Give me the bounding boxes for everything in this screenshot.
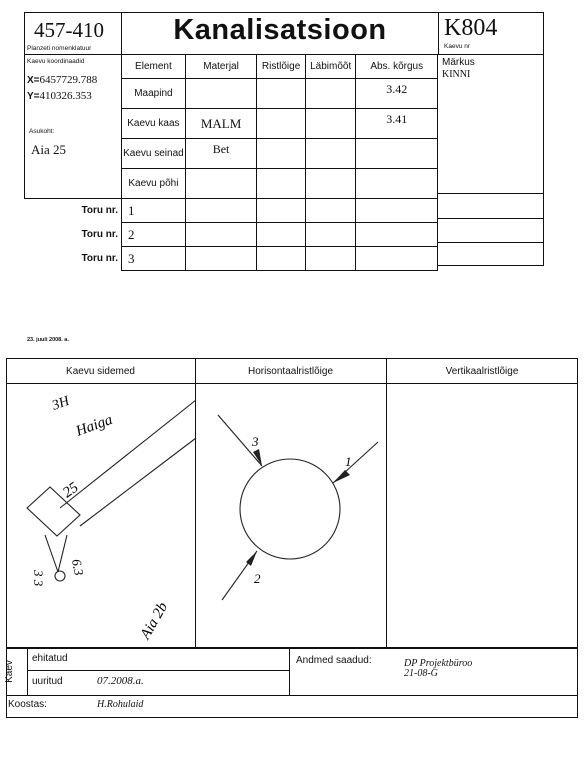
footer-side-label: Kaev — [3, 660, 15, 683]
row-element: Maapind — [122, 79, 186, 109]
row-abs-height: 3.42 — [356, 79, 438, 109]
junction-circle — [55, 571, 65, 581]
branch-right — [58, 535, 67, 572]
row-element: Kaevu seinad — [122, 139, 186, 169]
col-header-crosssection: Ristlõige — [257, 55, 306, 79]
hand-note-distance: 25 — [60, 479, 82, 502]
pipe-num: 1 — [122, 199, 186, 223]
footer-final-divider — [6, 717, 578, 718]
hand-note-top: 3H — [50, 393, 72, 414]
remark-value: KINNI — [442, 69, 471, 80]
pipe-3-label: 3 — [252, 434, 259, 449]
panel-title-vertical: Vertikaalristlõige — [445, 366, 519, 377]
coords-caption: Kaevu koordinaadid — [27, 58, 85, 65]
row-material: Bet — [185, 139, 257, 169]
branch-left — [45, 535, 58, 572]
footer-frame — [3, 648, 578, 718]
footer-built-label: ehitatud — [32, 653, 68, 664]
coord-y-label: Y= — [27, 91, 40, 102]
pipe-label: Toru nr. — [81, 229, 118, 240]
hand-note-left-stack: 3 3 — [31, 570, 46, 587]
street-line-lower — [80, 438, 196, 526]
sheet-caption: Planzeti nomenklatuur — [27, 45, 92, 52]
footer-bottom-divider — [6, 695, 578, 696]
remark-header: Märkus — [442, 57, 475, 68]
well-caption: Kaevu nr — [444, 43, 471, 50]
pipe-1-label: 1 — [345, 454, 352, 469]
pipe-label: Toru nr. — [81, 205, 118, 216]
date-stamp: 23. juuli 2008. a. — [27, 337, 69, 343]
footer-side-divider — [27, 648, 28, 695]
footer-compiled-value: H.Rohulaid — [97, 699, 144, 710]
pipe-label: Toru nr. — [81, 253, 118, 264]
well-circle — [240, 459, 340, 559]
col-header-diameter: Läbimõõt — [305, 55, 356, 79]
well-id: K804 — [444, 15, 498, 41]
footer-row-divider — [27, 670, 289, 671]
hand-note-street: Haiga — [73, 411, 115, 440]
row-abs-height: 3.41 — [356, 109, 438, 139]
footer-source-value-1: DP Projektbüroo — [404, 658, 473, 669]
footer-surveyed-value: 07.2008.a. — [97, 675, 144, 687]
coord-x-label: X= — [27, 75, 40, 86]
pipe-num: 3 — [122, 247, 186, 271]
coord-y-value: 410326.353 — [39, 90, 92, 102]
row-material: MALM — [185, 109, 257, 139]
col-header-element: Element — [122, 55, 186, 79]
pipe-num: 2 — [122, 223, 186, 247]
col-header-material: Materjal — [185, 55, 257, 79]
coord-x-value: 6457729.788 — [39, 74, 98, 86]
panel-title-connections: Kaevu sidemed — [66, 366, 135, 377]
pipe-2-label: 2 — [254, 571, 261, 586]
sheet-code: 457-410 — [34, 18, 104, 42]
footer-source-value-2: 21-08-G — [404, 668, 438, 679]
arrow-1-head — [333, 470, 350, 483]
col-header-abs-height: Abs. kõrgus — [356, 55, 438, 79]
footer-source-label: Andmed saadud: — [296, 655, 372, 666]
page-title: Kanalisatsioon — [173, 14, 387, 46]
row-element: Kaevu kaas — [122, 109, 186, 139]
hand-note-right-num: 6.3 — [69, 557, 87, 577]
footer-compiled-label: Koostas: — [8, 699, 47, 710]
footer-mid-divider — [289, 648, 290, 695]
address-caption: Asukoht: — [29, 128, 55, 135]
row-element: Kaevu põhi — [122, 169, 186, 199]
panel-title-horizontal: Horisontaalristlõige — [247, 366, 334, 377]
hand-note-corner: Aia 2b — [137, 599, 172, 642]
footer-surveyed-label: uuritud — [32, 676, 63, 687]
address: Aia 25 — [31, 142, 67, 157]
